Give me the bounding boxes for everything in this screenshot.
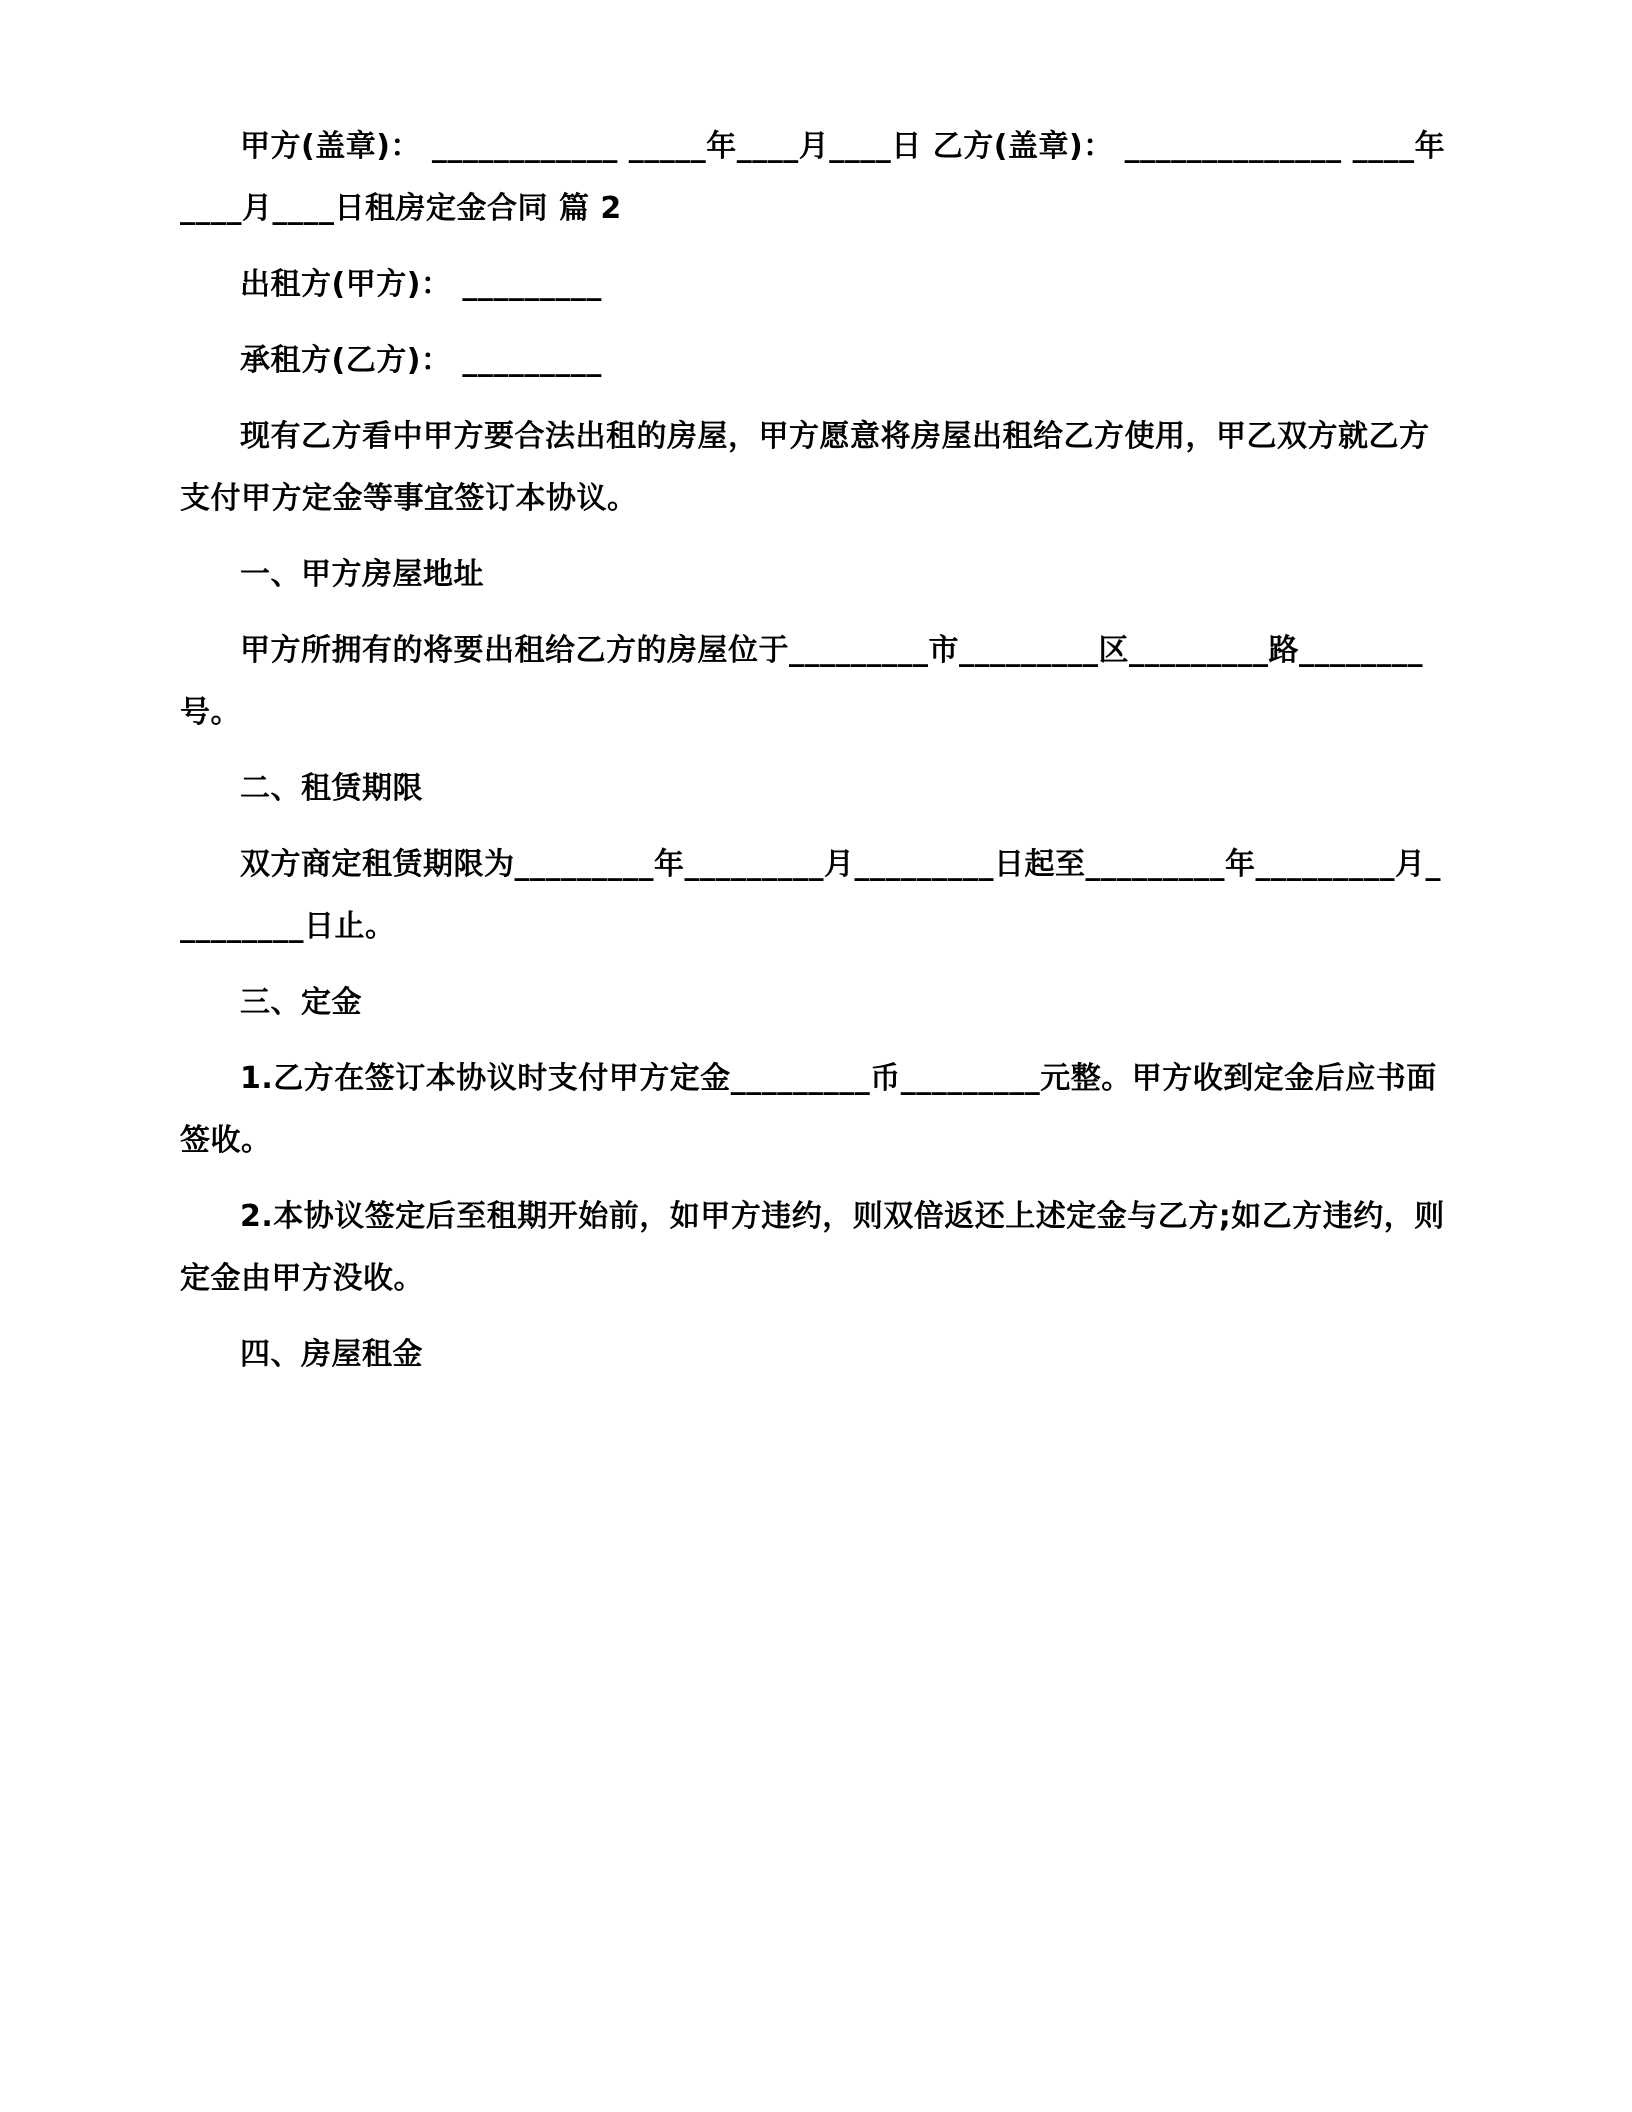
section-1-address-line: 甲方所拥有的将要出租给乙方的房屋位于_________市_________区_________路________号。 <box>180 633 1423 730</box>
section-3-heading: 三、定金 <box>240 985 362 1020</box>
section-2-term-line: 双方商定租赁期限为_________年_________月_________日起至_________年_________月_________日止。 <box>180 847 1441 944</box>
lessee-line: 承租方(乙方)： _________ <box>240 343 602 378</box>
section-4-heading: 四、房屋租金 <box>240 1337 423 1372</box>
section-2-heading: 二、租赁期限 <box>240 771 423 806</box>
lessor-line: 出租方(甲方)： _________ <box>240 267 602 302</box>
section-3-clause-1: 1.乙方在签订本协议时支付甲方定金_________币_________元整。甲方收到定金后应书面签收。 <box>180 1061 1437 1158</box>
seal-date-line: 甲方(盖章)： ____________ _____年____月____日 乙方(盖章)： ______________ ____年____月____日租房定金合同 篇 2 <box>180 129 1446 226</box>
section-1-heading: 一、甲方房屋地址 <box>240 557 484 592</box>
preamble-paragraph: 现有乙方看中甲方要合法出租的房屋，甲方愿意将房屋出租给乙方使用，甲乙双方就乙方支付甲方定金等事宜签订本协议。 <box>180 419 1430 516</box>
section-3-clause-2: 2.本协议签定后至租期开始前，如甲方违约，则双倍返还上述定金与乙方;如乙方违约，则定金由甲方没收。 <box>180 1199 1445 1296</box>
